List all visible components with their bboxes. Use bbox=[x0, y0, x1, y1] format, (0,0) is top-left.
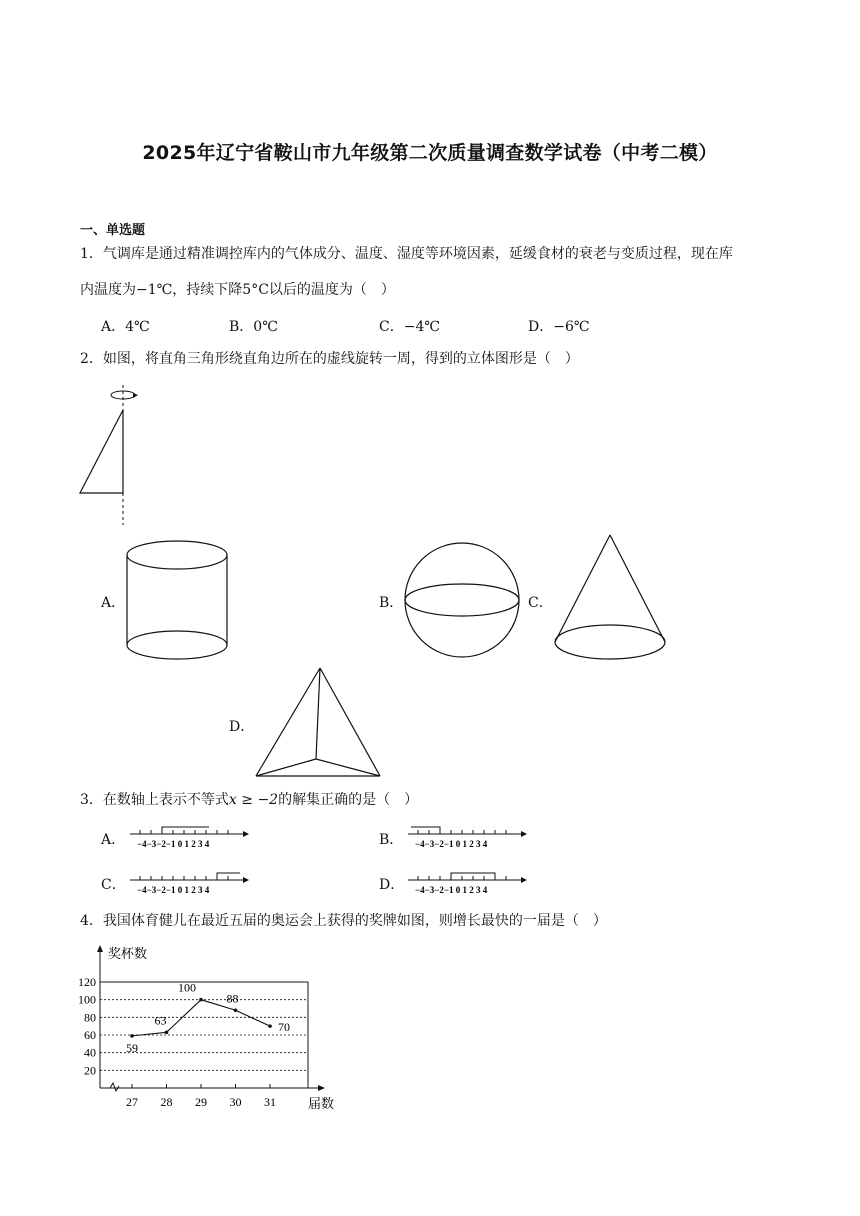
data-point bbox=[199, 998, 203, 1002]
y-tick-label: 60 bbox=[84, 1028, 96, 1042]
q3-stem-suffix: 的解集正确的是（ ） bbox=[278, 792, 419, 808]
q2-option-b-label[interactable]: B． bbox=[379, 595, 404, 611]
pyramid-figure[interactable] bbox=[250, 662, 390, 784]
q3-stem-prefix: 3．在数轴上表示不等式 bbox=[80, 792, 229, 808]
number-line-a-ticks: −4−3−2−1 0 1 2 3 4 bbox=[137, 839, 210, 849]
y-tick-label: 80 bbox=[84, 1010, 96, 1025]
q1-option-d[interactable]: D．−6℃ bbox=[528, 319, 590, 335]
axis-break-mark bbox=[110, 1083, 119, 1091]
data-label: 100 bbox=[178, 980, 196, 995]
series-line bbox=[132, 1000, 270, 1036]
q3-option-b-label[interactable]: B． bbox=[379, 832, 404, 848]
q1-option-a[interactable]: A．4℃ bbox=[101, 319, 150, 335]
x-axis-arrow bbox=[318, 1085, 325, 1091]
data-point bbox=[268, 1024, 272, 1028]
y-axis-arrow bbox=[97, 945, 103, 952]
data-point bbox=[234, 1008, 238, 1012]
y-tick-label: 100 bbox=[78, 992, 96, 1007]
y-tick-label: 20 bbox=[84, 1063, 96, 1078]
question-3-stem bbox=[80, 786, 418, 815]
medal-line-chart bbox=[70, 938, 360, 1118]
q3-inequality: x ≥ −2 bbox=[228, 792, 279, 808]
q2-option-d-label[interactable]: D． bbox=[229, 719, 255, 735]
data-label: 70 bbox=[278, 1020, 290, 1035]
y-tick-label: 40 bbox=[84, 1045, 96, 1060]
section-heading: 一、单选题 bbox=[80, 223, 146, 238]
q1-option-c[interactable]: C．−4℃ bbox=[379, 319, 441, 335]
number-line-c[interactable] bbox=[125, 868, 250, 896]
rotating-triangle-figure bbox=[70, 380, 160, 530]
q3-option-a-label[interactable]: A． bbox=[101, 832, 126, 848]
x-tick-label: 31 bbox=[264, 1095, 276, 1109]
question-1-line-2: 内温度为−1℃，持续下降5°C以后的温度为（ ） bbox=[80, 282, 395, 298]
number-line-d-ticks: −4−3−2−1 0 1 2 3 4 bbox=[415, 885, 488, 895]
chart-y-label: 奖杯数 bbox=[108, 946, 148, 961]
question-2-stem: 2．如图，将直角三角形绕直角边所在的虚线旋转一周，得到的立体图形是（ ） bbox=[80, 351, 579, 367]
number-line-d[interactable] bbox=[403, 868, 528, 896]
q1-option-b[interactable]: B．0℃ bbox=[229, 319, 278, 335]
x-tick-label: 28 bbox=[160, 1095, 173, 1109]
number-line-b-ticks: −4−3−2−1 0 1 2 3 4 bbox=[415, 839, 488, 849]
x-tick-label: 27 bbox=[126, 1095, 138, 1109]
q2-option-c-label[interactable]: C． bbox=[528, 595, 553, 611]
x-tick-label: 30 bbox=[229, 1095, 242, 1109]
q3-option-c-label[interactable]: C． bbox=[101, 877, 126, 893]
data-point bbox=[130, 1034, 134, 1038]
data-point bbox=[165, 1031, 169, 1035]
page-title: 2025年辽宁省鞍山市九年级第二次质量调查数学试卷（中考二模） bbox=[142, 142, 718, 164]
data-label: 59 bbox=[126, 1040, 138, 1055]
q2-option-a-label[interactable]: A． bbox=[101, 595, 126, 611]
number-line-c-ticks: −4−3−2−1 0 1 2 3 4 bbox=[137, 885, 210, 895]
number-line-a[interactable] bbox=[125, 822, 250, 850]
chart-x-label: 届数 bbox=[308, 1096, 335, 1111]
question-1-line-1: 1．气调库是通过精准调控库内的气体成分、温度、湿度等环境因素，延缓食材的衰老与变质过程，现在库 bbox=[80, 246, 733, 262]
data-label: 88 bbox=[226, 991, 239, 1006]
x-tick-label: 29 bbox=[195, 1095, 207, 1109]
cylinder-figure[interactable] bbox=[120, 538, 235, 666]
sphere-figure[interactable] bbox=[400, 540, 525, 660]
q3-option-d-label[interactable]: D． bbox=[379, 877, 405, 893]
question-4-stem: 4．我国体育健儿在最近五届的奥运会上获得的奖牌如图，则增长最快的一届是（ ） bbox=[80, 913, 607, 929]
number-line-b[interactable] bbox=[403, 822, 528, 850]
data-label: 63 bbox=[154, 1013, 167, 1028]
cone-figure[interactable] bbox=[550, 530, 670, 665]
y-tick-label: 120 bbox=[78, 975, 96, 989]
